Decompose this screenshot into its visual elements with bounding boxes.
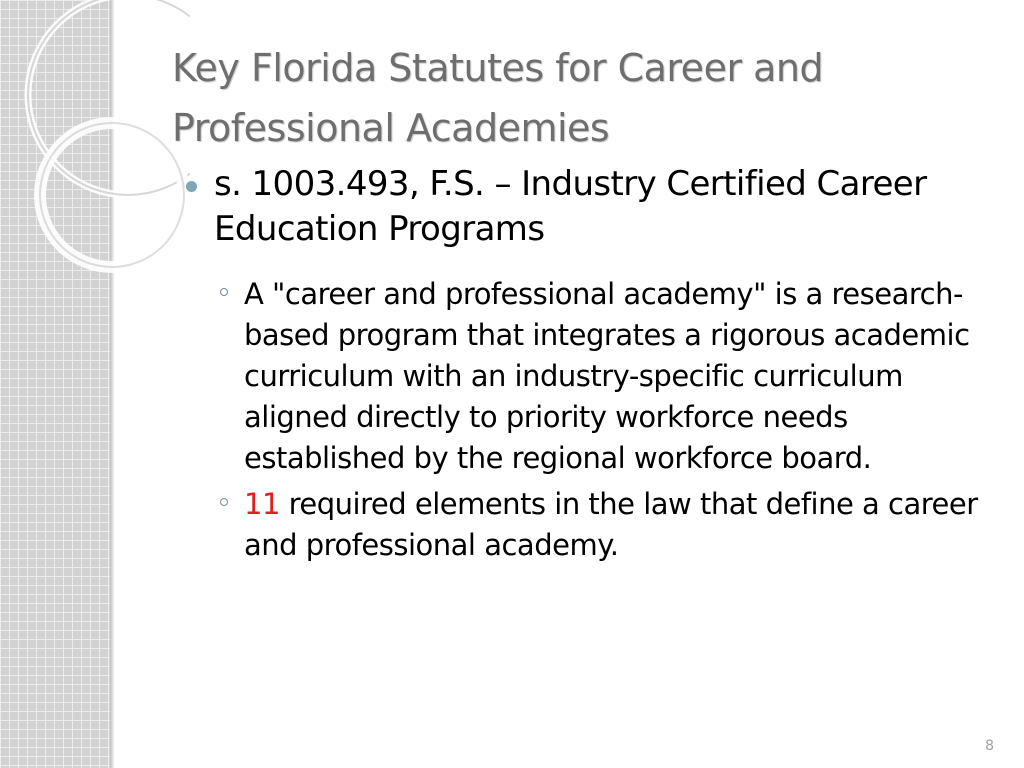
sub-bullet-elements — [180, 484, 1000, 566]
sub-bullet-definition — [180, 274, 1000, 479]
sub-bullet-elements-text: required elements in the law that define a career and professional academy. — [244, 487, 978, 562]
slide-title: Key Florida Statutes for Career and Professional Academies — [172, 46, 824, 150]
required-elements-count: 11 — [244, 487, 280, 521]
bullet-statute-text: s. 1003.493, F.S. – Industry Certified Career Education Programs — [214, 164, 927, 249]
slide-content — [180, 162, 1000, 571]
sub-bullet-definition-text: A "career and professional academy" is a research-based program that integrates a rigorous academic curriculum with an industry-specific curriculum aligned directly to priority workforce needs established by the regional workforce board. — [244, 277, 970, 475]
ring-bullet-icon — [220, 498, 228, 506]
bullet-dot-icon — [186, 181, 197, 192]
decorative-circles — [0, 0, 190, 330]
bullet-statute — [180, 162, 1000, 252]
sub-bullet-list — [180, 274, 1000, 566]
ring-bullet-icon — [220, 288, 228, 296]
page-number: 8 — [985, 738, 994, 754]
